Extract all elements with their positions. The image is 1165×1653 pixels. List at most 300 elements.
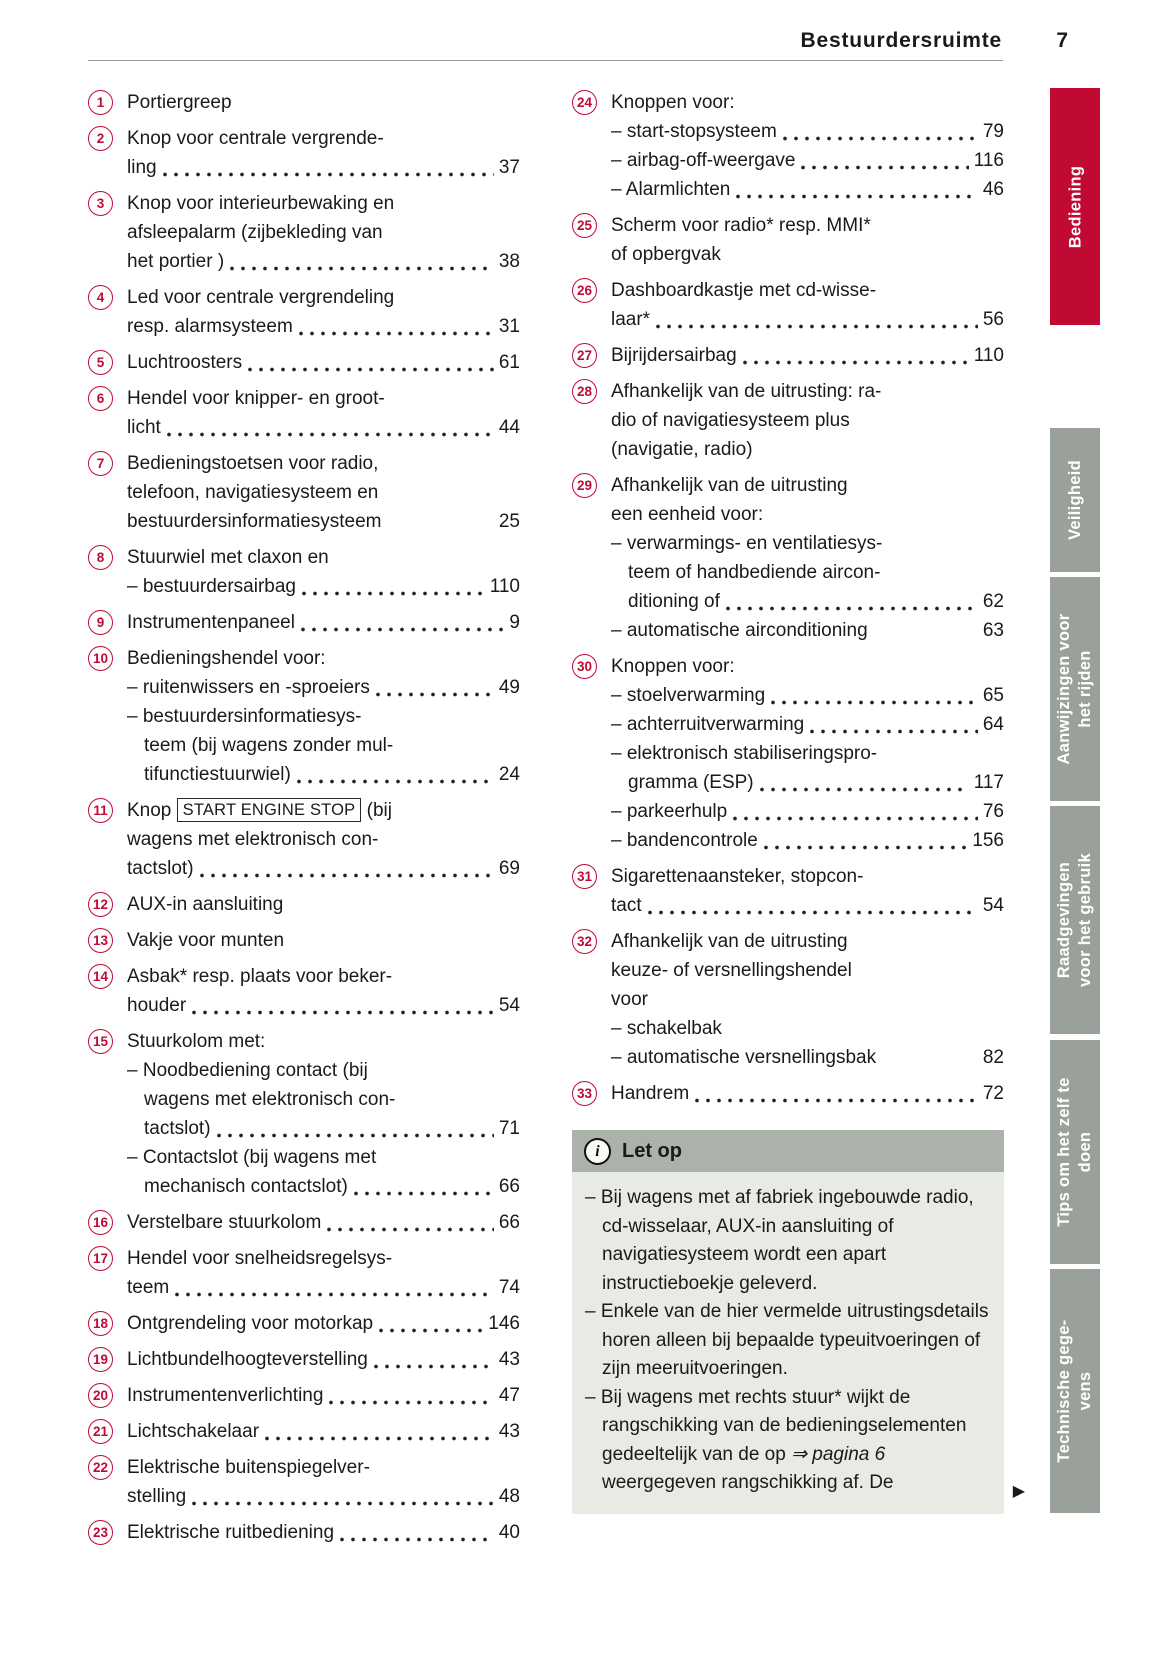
page-ref: 110: [973, 345, 1004, 366]
item-number-badge: 15: [88, 1029, 113, 1054]
item-number-badge: 29: [572, 473, 597, 498]
item-number-badge: 21: [88, 1419, 113, 1444]
index-entry-27: [572, 341, 1004, 370]
note-body: [572, 1172, 1004, 1514]
item-number-badge: 22: [88, 1455, 113, 1480]
index-text: teem: [127, 1277, 170, 1298]
index-row: [611, 797, 1004, 826]
index-text: Instrumentenpaneel: [127, 612, 295, 633]
item-number-badge: 20: [88, 1383, 113, 1408]
index-entry-9: [88, 608, 520, 637]
index-row: [611, 616, 1004, 645]
index-text: teem of handbediende aircon-: [628, 562, 881, 583]
index-text: Lichtschakelaar: [127, 1421, 260, 1442]
index-entry-11: [88, 796, 520, 883]
index-text: ditioning of: [628, 591, 720, 612]
index-text: voor: [611, 989, 648, 1010]
index-row: [127, 1056, 520, 1085]
dot-leader: [656, 324, 978, 329]
dot-leader: [217, 1133, 494, 1138]
index-row: [611, 175, 1004, 204]
index-entry-8: [88, 543, 520, 601]
item-number-badge: 8: [88, 545, 113, 570]
item-number-badge: 27: [572, 343, 597, 368]
index-text: – bandencontrole: [611, 830, 758, 851]
index-row: [127, 218, 520, 247]
index-text: – bestuurdersinformatiesys-: [127, 706, 362, 727]
sidebar-tab-aanwijzingen-voor-het-rijden: Aanwijzingen voor het rijden: [1050, 577, 1100, 801]
index-row: [611, 529, 1004, 558]
page-ref: 25: [498, 511, 520, 532]
note-header: [572, 1130, 1004, 1172]
page-ref: 54: [982, 895, 1004, 916]
dot-leader: [376, 692, 494, 697]
info-icon: i: [584, 1138, 611, 1165]
index-text: Knop voor interieurbewaking en: [127, 193, 395, 214]
index-row: [127, 890, 520, 919]
index-text: – start-stopsysteem: [611, 121, 777, 142]
index-text: een eenheid voor:: [611, 504, 764, 525]
dot-leader: [648, 910, 978, 915]
index-row: [127, 1381, 520, 1410]
index-row: [127, 1208, 520, 1237]
index-entry-29: [572, 471, 1004, 645]
sidebar-tab-raadgevingen-voor-het-gebruik: Raadgevingen voor het gebruik: [1050, 806, 1100, 1034]
page-ref: 40: [498, 1522, 520, 1543]
item-number-badge: 24: [572, 90, 597, 115]
index-row: [611, 500, 1004, 529]
page-ref: 79: [982, 121, 1004, 142]
dot-leader: [200, 873, 494, 878]
item-number-badge: 4: [88, 285, 113, 310]
index-entry-12: [88, 890, 520, 919]
index-entry-7: [88, 449, 520, 536]
dot-leader: [265, 1436, 494, 1441]
index-row: [127, 348, 520, 377]
index-text: Knoppen voor:: [611, 92, 735, 113]
index-entry-13: [88, 926, 520, 955]
index-row: [611, 652, 1004, 681]
item-number-badge: 31: [572, 864, 597, 889]
index-row: [127, 572, 520, 601]
index-row: [127, 543, 520, 572]
index-row: [127, 1143, 520, 1172]
dot-leader: [302, 591, 485, 596]
dot-leader: [248, 367, 494, 372]
index-row: [127, 312, 520, 341]
index-text: Hendel voor snelheidsregelsys-: [127, 1248, 393, 1269]
index-row: [127, 854, 520, 883]
index-row: [611, 276, 1004, 305]
index-row: [611, 768, 1004, 797]
index-text: Ontgrendeling voor motorkap: [127, 1313, 374, 1334]
index-entry-18: [88, 1309, 520, 1338]
index-entry-6: [88, 384, 520, 442]
index-text: bestuurdersinformatiesysteem: [127, 511, 382, 532]
index-text: Led voor centrale vergrendeling: [127, 287, 395, 308]
index-text: Luchtroosters: [127, 352, 243, 373]
page-ref: 63: [982, 620, 1004, 641]
index-row: [611, 985, 1004, 1014]
index-row: [127, 384, 520, 413]
index-text: – parkeerhulp: [611, 801, 728, 822]
index-row: [611, 1014, 1004, 1043]
index-text: Afhankelijk van de uitrusting: [611, 475, 848, 496]
index-entry-22: [88, 1453, 520, 1511]
index-text: Asbak* resp. plaats voor beker-: [127, 966, 393, 987]
index-text: Bijrijdersairbag: [611, 345, 737, 366]
dot-leader: [163, 172, 494, 177]
index-row: [127, 189, 520, 218]
dot-leader: [297, 779, 494, 784]
item-number-badge: 18: [88, 1311, 113, 1336]
page-ref: 43: [498, 1349, 520, 1370]
dot-leader: [299, 331, 494, 336]
index-text: Scherm voor radio* resp. MMI*: [611, 215, 871, 236]
item-number-badge: 11: [88, 798, 113, 823]
dot-leader: [695, 1098, 978, 1103]
index-row: [611, 558, 1004, 587]
index-text: dio of navigatiesysteem plus: [611, 410, 850, 431]
index-entry-15: [88, 1027, 520, 1201]
index-row: [127, 760, 520, 789]
item-number-badge: 9: [88, 610, 113, 635]
index-row: [127, 1244, 520, 1273]
dot-leader: [771, 700, 978, 705]
index-entry-2: [88, 124, 520, 182]
sidebar-tab-bediening: Bediening: [1050, 88, 1100, 325]
dot-leader: [192, 1501, 494, 1506]
index-entry-19: [88, 1345, 520, 1374]
item-number-badge: 12: [88, 892, 113, 917]
index-entry-10: [88, 644, 520, 789]
index-row: [611, 587, 1004, 616]
index-row: [127, 153, 520, 182]
index-row: [127, 124, 520, 153]
index-row: [127, 247, 520, 276]
index-row: [127, 1027, 520, 1056]
index-row: [611, 891, 1004, 920]
index-entry-28: [572, 377, 1004, 464]
dot-leader: [327, 1227, 494, 1232]
index-text: Elektrische buitenspiegelver-: [127, 1457, 370, 1478]
index-text: Lichtbundelhoogteverstelling: [127, 1349, 368, 1370]
page-ref: 72: [982, 1083, 1004, 1104]
note-item: – Bij wagens met rechts stuur* wijkt de rangschikking van de bedieningselementen gedeeltelijk van de op ⇒ pagina 6 weergegeven rangschikking af. De: [585, 1386, 967, 1493]
index-text: Afhankelijk van de uitrusting: [611, 931, 848, 952]
dot-leader: [733, 816, 978, 821]
item-number-badge: 16: [88, 1210, 113, 1235]
index-text: – Noodbediening contact (bij: [127, 1060, 368, 1081]
item-number-badge: 1: [88, 90, 113, 115]
item-number-badge: 19: [88, 1347, 113, 1372]
index-row: [127, 283, 520, 312]
index-row: [127, 413, 520, 442]
index-text: Instrumentenverlichting: [127, 1385, 324, 1406]
index-text: (navigatie, radio): [611, 439, 753, 460]
item-number-badge: 23: [88, 1520, 113, 1545]
index-text: Elektrische ruitbediening: [127, 1522, 335, 1543]
index-text: tactslot): [127, 858, 194, 879]
index-text: gramma (ESP): [628, 772, 754, 793]
index-row: [611, 471, 1004, 500]
index-row: [611, 406, 1004, 435]
item-number-badge: 25: [572, 213, 597, 238]
index-row: [611, 956, 1004, 985]
index-row: [127, 88, 520, 117]
index-text: wagens met elektronisch con-: [144, 1089, 396, 1110]
item-number-badge: 28: [572, 379, 597, 404]
index-row: [611, 211, 1004, 240]
index-row: [611, 435, 1004, 464]
page-ref: 65: [982, 685, 1004, 706]
index-text: Stuurkolom met:: [127, 1031, 266, 1052]
index-text: Handrem: [611, 1083, 690, 1104]
index-row: [611, 1079, 1004, 1108]
index-row: [611, 305, 1004, 334]
index-entry-4: [88, 283, 520, 341]
index-column-right: [572, 88, 1025, 1514]
dot-leader: [810, 729, 978, 734]
page-ref: 76: [982, 801, 1004, 822]
item-number-badge: 3: [88, 191, 113, 216]
page-ref: 110: [489, 576, 520, 597]
page-ref: 43: [498, 1421, 520, 1442]
index-row: [127, 608, 520, 637]
note-title: Let op: [622, 1139, 682, 1162]
index-entry-20: [88, 1381, 520, 1410]
index-entry-23: [88, 1518, 520, 1547]
page-ref: 116: [973, 150, 1004, 171]
dot-leader: [736, 194, 978, 199]
index-text: Portiergreep: [127, 92, 232, 113]
dot-leader: [192, 1010, 494, 1015]
page-ref: 66: [498, 1176, 520, 1197]
page-ref: 9: [509, 612, 520, 633]
index-entry-32: [572, 927, 1004, 1072]
page-ref: 56: [982, 309, 1004, 330]
index-row: [127, 1345, 520, 1374]
index-row: [611, 117, 1004, 146]
index-row: [127, 991, 520, 1020]
index-text: Knoppen voor:: [611, 656, 735, 677]
index-text: – airbag-off-weergave: [611, 150, 796, 171]
dot-leader: [301, 627, 504, 632]
index-text: AUX-in aansluiting: [127, 894, 284, 915]
index-text: resp. alarmsysteem: [127, 316, 293, 337]
item-number-badge: 30: [572, 654, 597, 679]
page-ref: 69: [498, 858, 520, 879]
item-number-badge: 10: [88, 646, 113, 671]
index-text: laar*: [611, 309, 651, 330]
index-entry-26: [572, 276, 1004, 334]
page-ref: 54: [498, 995, 520, 1016]
dot-leader: [726, 606, 978, 611]
index-text: afsleepalarm (zijbekleding van: [127, 222, 383, 243]
page-ref: 71: [498, 1118, 520, 1139]
page-title: Bestuurdersruimte: [800, 29, 1002, 52]
index-row: [611, 927, 1004, 956]
index-row: [127, 644, 520, 673]
index-row: [127, 1482, 520, 1511]
page-ref: 44: [498, 417, 520, 438]
index-entry-14: [88, 962, 520, 1020]
index-text: het portier ): [127, 251, 225, 272]
index-entry-25: [572, 211, 1004, 269]
index-text: Hendel voor knipper- en groot-: [127, 388, 385, 409]
start-engine-stop-label: START ENGINE STOP: [177, 798, 362, 822]
index-row: [127, 926, 520, 955]
page-ref: 61: [498, 352, 520, 373]
index-text: licht: [127, 417, 161, 438]
index-text: telefoon, navigatiesysteem en: [127, 482, 379, 503]
index-text: – schakelbak: [611, 1018, 722, 1039]
index-text: – achterruitverwarming: [611, 714, 805, 735]
index-text: – Alarmlichten: [611, 179, 731, 200]
item-number-badge: 26: [572, 278, 597, 303]
dot-leader: [783, 136, 978, 141]
item-number-badge: 14: [88, 964, 113, 989]
index-row: [611, 710, 1004, 739]
index-row: [127, 731, 520, 760]
item-number-badge: 2: [88, 126, 113, 151]
index-row: [127, 796, 520, 825]
index-text: teem (bij wagens zonder mul-: [144, 735, 394, 756]
item-number-badge: 6: [88, 386, 113, 411]
item-number-badge: 33: [572, 1081, 597, 1106]
index-text: – elektronisch stabiliseringspro-: [611, 743, 878, 764]
index-row: [127, 962, 520, 991]
index-text: Knop START ENGINE STOP (bij: [127, 800, 392, 821]
index-text: – stoelverwarming: [611, 685, 766, 706]
index-row: [611, 146, 1004, 175]
index-entry-33: [572, 1079, 1004, 1108]
page-ref: 146: [488, 1313, 520, 1334]
page-ref: 74: [498, 1277, 520, 1298]
index-entries-right: [572, 88, 1004, 1108]
index-text: – automatische versnellingsbak: [611, 1047, 877, 1068]
index-row: [127, 1417, 520, 1446]
index-row: [127, 702, 520, 731]
item-number-badge: 5: [88, 350, 113, 375]
dot-leader: [340, 1537, 494, 1542]
index-text: Vakje voor munten: [127, 930, 285, 951]
sidebar-tab-veiligheid: Veiligheid: [1050, 428, 1100, 572]
index-entry-1: [88, 88, 520, 117]
index-row: [127, 1114, 520, 1143]
index-text: Bedieningstoetsen voor radio,: [127, 453, 379, 474]
index-text: tactslot): [144, 1118, 211, 1139]
index-row: [611, 341, 1004, 370]
dot-leader: [801, 165, 968, 170]
page-ref: 117: [973, 772, 1004, 793]
page-ref: 37: [498, 157, 520, 178]
dot-leader: [230, 266, 494, 271]
index-row: [611, 1043, 1004, 1072]
note-item: – Bij wagens met af fabriek ingebouwde radio, cd-wisselaar, AUX-in aansluiting of navigatiesysteem wordt een apart instructieboekje geleverd.: [585, 1187, 974, 1294]
index-row: [611, 681, 1004, 710]
dot-leader: [175, 1292, 494, 1297]
index-text: – Contactslot (bij wagens met: [127, 1147, 377, 1168]
index-text: keuze- of versnellingshendel: [611, 960, 852, 981]
page-ref: 47: [498, 1385, 520, 1406]
page-number: 7: [1056, 29, 1068, 52]
continuation-arrow-icon: ▶: [1012, 1482, 1025, 1500]
index-text: stelling: [127, 1486, 187, 1507]
page-ref: 62: [982, 591, 1004, 612]
index-row: [611, 88, 1004, 117]
index-row: [611, 240, 1004, 269]
index-text: – bestuurdersairbag: [127, 576, 296, 597]
page-ref: 64: [982, 714, 1004, 735]
page-ref: 24: [498, 764, 520, 785]
index-row: [127, 825, 520, 854]
sidebar-tab-tips-om-het-zelf-te-doen: Tips om het zelf te doen: [1050, 1040, 1100, 1264]
page-ref: 46: [982, 179, 1004, 200]
dot-leader: [760, 787, 969, 792]
dot-leader: [167, 432, 494, 437]
page-ref: 66: [498, 1212, 520, 1233]
index-text: tifunctiestuurwiel): [144, 764, 291, 785]
index-text: – automatische airconditioning: [611, 620, 868, 641]
index-text: ling: [127, 157, 157, 178]
index-text: Knop voor centrale vergrende-: [127, 128, 384, 149]
index-text: Bedieningshendel voor:: [127, 648, 326, 669]
index-entry-16: [88, 1208, 520, 1237]
index-text: houder: [127, 995, 187, 1016]
dot-leader: [374, 1364, 494, 1369]
sidebar-tab-technische-gegevens: Technische gege- vens: [1050, 1269, 1100, 1513]
index-column-left: [88, 88, 520, 1554]
index-row: [611, 862, 1004, 891]
dot-leader: [354, 1191, 494, 1196]
note-item: – Enkele van de hier vermelde uitrustingsdetails horen alleen bij bepaalde typeuitvoeringen of zijn meeruitvoeringen.: [585, 1301, 989, 1379]
index-entry-21: [88, 1417, 520, 1446]
index-row: [127, 673, 520, 702]
index-row: [127, 1309, 520, 1338]
index-entry-17: [88, 1244, 520, 1302]
header-rule: [88, 60, 1003, 61]
page-ref: 31: [498, 316, 520, 337]
index-row: [127, 1453, 520, 1482]
index-row: [611, 739, 1004, 768]
dot-leader: [379, 1328, 483, 1333]
index-text: of opbergvak: [611, 244, 721, 265]
index-row: [127, 478, 520, 507]
index-entry-3: [88, 189, 520, 276]
index-row: [127, 1172, 520, 1201]
index-text: Afhankelijk van de uitrusting: ra-: [611, 381, 882, 402]
index-text: Stuurwiel met claxon en: [127, 547, 329, 568]
index-text: – verwarmings- en ventilatiesys-: [611, 533, 883, 554]
index-text: wagens met elektronisch con-: [127, 829, 379, 850]
page-ref: 38: [498, 251, 520, 272]
item-number-badge: 13: [88, 928, 113, 953]
index-row: [127, 1085, 520, 1114]
index-entry-30: [572, 652, 1004, 855]
index-entry-24: [572, 88, 1004, 204]
item-number-badge: 32: [572, 929, 597, 954]
page-ref: 82: [982, 1047, 1004, 1068]
note-box: [572, 1130, 1025, 1514]
index-row: [127, 1518, 520, 1547]
dot-leader: [764, 845, 967, 850]
page-ref: 48: [498, 1486, 520, 1507]
page-ref: 156: [972, 830, 1004, 851]
index-text: mechanisch contactslot): [144, 1176, 348, 1197]
index-text: Sigarettenaansteker, stopcon-: [611, 866, 864, 887]
index-text: – ruitenwissers en -sproeiers: [127, 677, 370, 698]
